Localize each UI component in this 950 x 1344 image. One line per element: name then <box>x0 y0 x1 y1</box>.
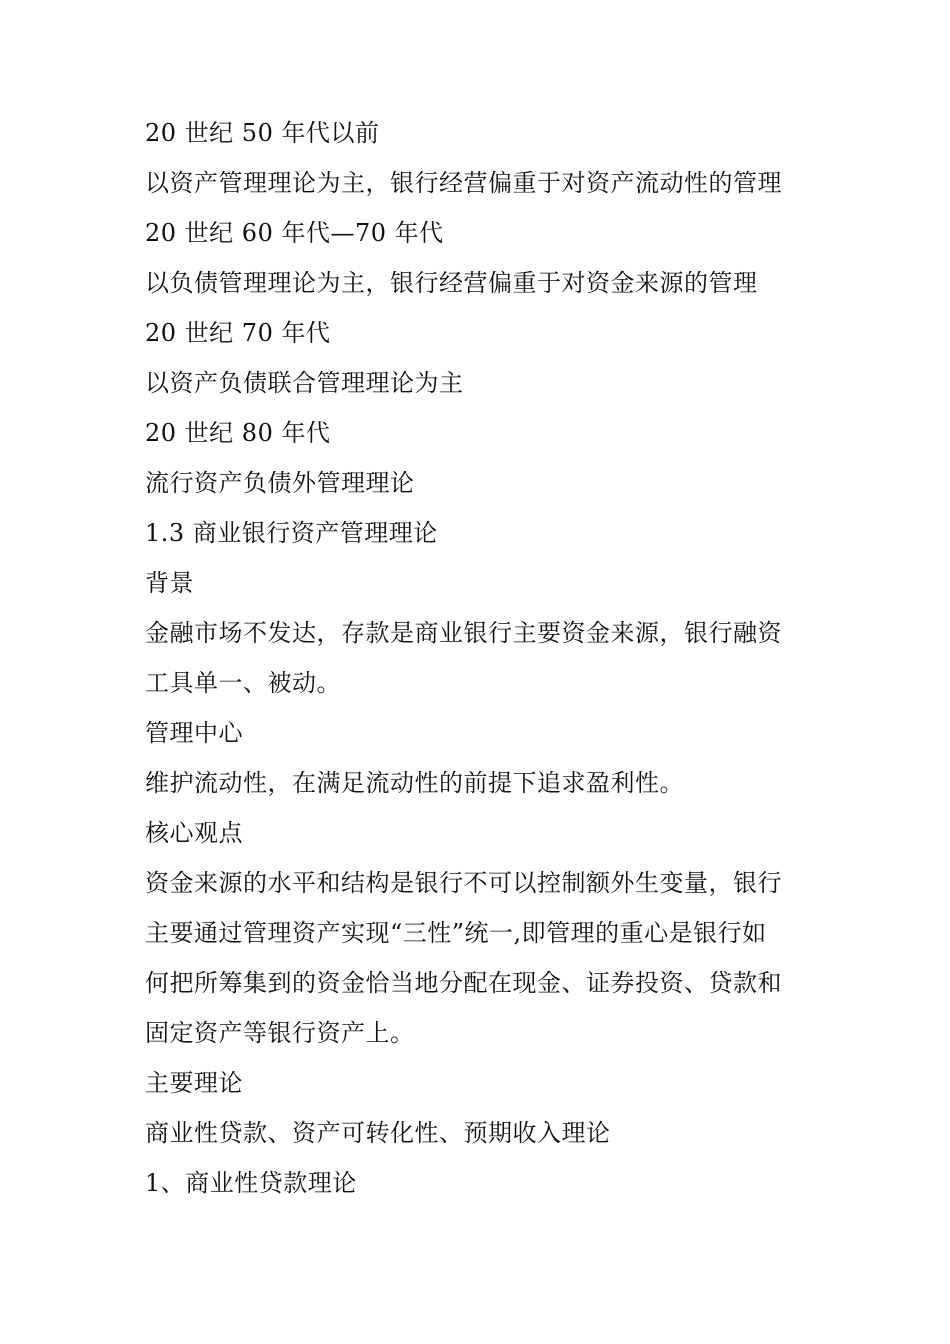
background-text-line-1: 金融市场不发达，存款是商业银行主要资金来源，银行融资 <box>145 619 782 647</box>
period-text-1950s: 以资产管理理论为主，银行经营偏重于对资产流动性的管理 <box>145 169 782 197</box>
period-heading-1980s: 20 世纪 80 年代 <box>145 419 331 447</box>
management-center-text: 维护流动性，在满足流动性的前提下追求盈利性。 <box>145 769 684 797</box>
background-label: 背景 <box>145 569 194 597</box>
core-view-text-line-2: 主要通过管理资产实现“三性”统一,即管理的重心是银行如 <box>145 919 767 947</box>
section-heading: 1.3 商业银行资产管理理论 <box>145 519 438 547</box>
core-view-text-line-3: 何把所筹集到的资金恰当地分配在现金、证券投资、贷款和 <box>145 969 782 997</box>
background-text-line-2: 工具单一、被动。 <box>145 669 341 697</box>
subsection-heading: 1、商业性贷款理论 <box>145 1169 357 1197</box>
period-text-1980s: 流行资产负债外管理理论 <box>145 469 415 497</box>
period-text-1970s: 以资产负债联合管理理论为主 <box>145 369 464 397</box>
main-theories-text: 商业性贷款、资产可转化性、预期收入理论 <box>145 1119 611 1147</box>
core-view-text-line-4: 固定资产等银行资产上。 <box>145 1019 415 1047</box>
period-heading-1970s: 20 世纪 70 年代 <box>145 319 331 347</box>
core-view-label: 核心观点 <box>145 819 243 847</box>
document-body <box>145 108 825 1208</box>
management-center-label: 管理中心 <box>145 719 243 747</box>
core-view-text-line-1: 资金来源的水平和结构是银行不可以控制额外生变量，银行 <box>145 869 782 897</box>
period-heading-1950s: 20 世纪 50 年代以前 <box>145 119 380 147</box>
period-heading-1960s-70s: 20 世纪 60 年代—70 年代 <box>145 219 444 247</box>
main-theories-label: 主要理论 <box>145 1069 243 1097</box>
period-text-1960s-70s: 以负债管理理论为主，银行经营偏重于对资金来源的管理 <box>145 269 758 297</box>
